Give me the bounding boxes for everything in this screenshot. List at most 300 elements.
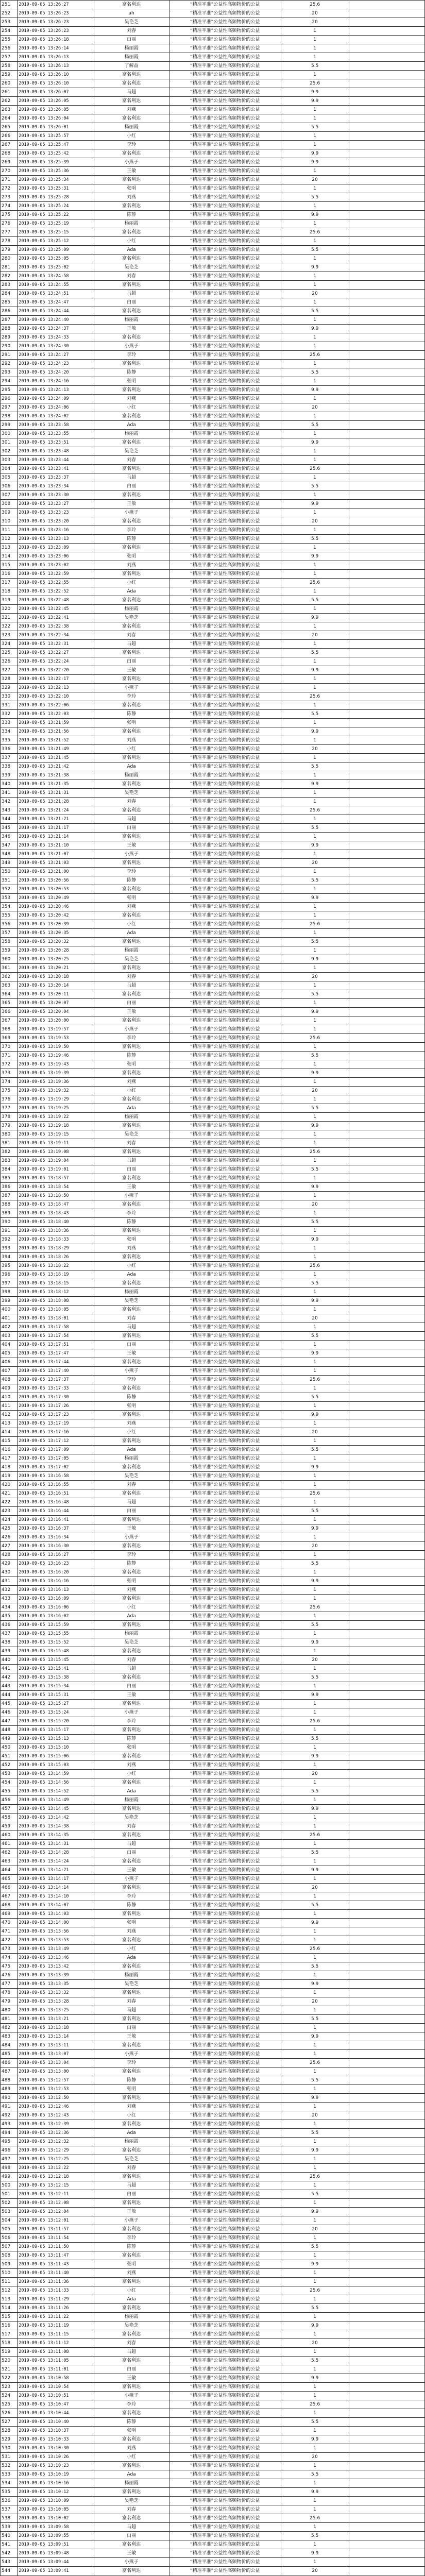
donation-time: 2019-09-05 13:14:52	[18, 1787, 94, 1796]
donor-name: 刘春	[94, 2164, 169, 2173]
donation-amount: 9.9	[281, 1691, 349, 1700]
row-number: 280	[1, 255, 18, 263]
table-row	[1, 2514, 425, 2523]
donation-amount: 1	[281, 2269, 349, 2278]
row-number: 443	[1, 1682, 18, 1691]
table-row	[1, 1428, 425, 1437]
table-row	[1, 2339, 425, 2348]
project-name: “精准平准”公益性高频物价的公益	[169, 1411, 281, 1419]
table-row	[1, 789, 425, 798]
donation-time: 2019-09-05 13:15:45	[18, 1656, 94, 1665]
table-row	[1, 1936, 425, 1945]
project-name: “精准平准”公益性高频物价的公益	[169, 1927, 281, 1936]
donation-time: 2019-09-05 13:25:09	[18, 246, 94, 255]
table-row	[1, 1595, 425, 1603]
project-name: “精准平准”公益性高频物价的公益	[169, 316, 281, 325]
table-row	[1, 1270, 425, 1279]
donor-name: 小红	[94, 132, 169, 141]
donation-time: 2019-09-05 13:26:07	[18, 88, 94, 97]
donor-name: 富名利达	[94, 2251, 169, 2260]
donation-time: 2019-09-05 13:22:20	[18, 666, 94, 675]
donor-name: 小燕子	[94, 509, 169, 517]
donor-name: 富名利达	[94, 412, 169, 421]
donation-amount: 25.6	[281, 1717, 349, 1726]
donor-name: 富名利达	[94, 1647, 169, 1656]
empty-cell	[349, 2225, 424, 2234]
project-name: “精准平准”公益性高频物价的公益	[169, 2094, 281, 2103]
table-row	[1, 438, 425, 447]
table-row	[1, 237, 425, 246]
row-number: 492	[1, 2111, 18, 2120]
project-name: “精准平准”公益性高频物价的公益	[169, 1568, 281, 1577]
project-name: “精准平准”公益性高频物价的公益	[169, 2006, 281, 2015]
donor-name: 刘春	[94, 1481, 169, 1489]
table-row	[1, 841, 425, 850]
empty-cell	[349, 824, 424, 833]
table-row	[1, 964, 425, 973]
donation-time: 2019-09-05 13:16:34	[18, 1533, 94, 1542]
row-number: 330	[1, 692, 18, 701]
donor-name: 富名利达	[94, 255, 169, 263]
donor-name: Ada	[94, 1787, 169, 1796]
donor-name: 刘春	[94, 1139, 169, 1148]
empty-cell	[349, 754, 424, 762]
donation-amount: 1	[281, 946, 349, 955]
donor-name: 富名利达	[94, 2383, 169, 2392]
row-number: 533	[1, 2470, 18, 2479]
donation-time: 2019-09-05 13:25:19	[18, 219, 94, 228]
donation-time: 2019-09-05 13:16:23	[18, 1560, 94, 1568]
row-number: 301	[1, 438, 18, 447]
project-name: “精准平准”公益性高频物价的公益	[169, 1481, 281, 1489]
table-row	[1, 1507, 425, 1516]
donation-amount: 9.9	[281, 325, 349, 333]
table-row	[1, 1454, 425, 1463]
donor-name: 富名利达	[94, 491, 169, 500]
donor-name: 吴艳芝	[94, 1472, 169, 1481]
table-row	[1, 736, 425, 745]
empty-cell	[349, 2339, 424, 2348]
empty-cell	[349, 535, 424, 544]
donation-time: 2019-09-05 13:15:10	[18, 1743, 94, 1752]
donation-amount: 9.9	[281, 2094, 349, 2103]
donation-amount: 1	[281, 184, 349, 193]
row-number: 367	[1, 1016, 18, 1025]
donation-time: 2019-09-05 13:13:46	[18, 1954, 94, 1962]
donation-amount: 20	[281, 1542, 349, 1551]
row-number: 505	[1, 2225, 18, 2234]
empty-cell	[349, 2103, 424, 2111]
donation-time: 2019-09-05 13:24:16	[18, 377, 94, 386]
empty-cell	[349, 2286, 424, 2295]
donation-amount: 1	[281, 719, 349, 727]
empty-cell	[349, 771, 424, 780]
row-number: 375	[1, 1087, 18, 1095]
donor-name: 李玲	[94, 868, 169, 876]
table-row	[1, 2190, 425, 2199]
donation-amount: 1	[281, 657, 349, 666]
table-row	[1, 2286, 425, 2295]
empty-cell	[349, 798, 424, 806]
donation-time: 2019-09-05 13:19:25	[18, 1104, 94, 1113]
row-number: 355	[1, 911, 18, 920]
donation-time: 2019-09-05 13:17:26	[18, 1402, 94, 1411]
donation-time: 2019-09-05 13:14:10	[18, 1892, 94, 1901]
donation-amount: 1	[281, 850, 349, 859]
project-name: “精准平准”公益性高频物价的公益	[169, 2164, 281, 2173]
row-number: 353	[1, 894, 18, 903]
empty-cell	[349, 2348, 424, 2357]
project-name: “精准平准”公益性高频物价的公益	[169, 754, 281, 762]
donation-amount: 5.5	[281, 2418, 349, 2427]
table-row	[1, 1761, 425, 1770]
table-row	[1, 1691, 425, 1700]
empty-cell	[349, 342, 424, 351]
donation-amount: 1	[281, 2365, 349, 2374]
project-name: “精准平准”公益性高频物价的公益	[169, 1122, 281, 1130]
donation-time: 2019-09-05 13:12:53	[18, 2085, 94, 2094]
project-name: “精准平准”公益性高频物价的公益	[169, 18, 281, 27]
empty-cell	[349, 298, 424, 307]
donor-name: 陈静	[94, 211, 169, 219]
row-number: 384	[1, 1165, 18, 1174]
project-name: “精准平准”公益性高频物价的公益	[169, 1901, 281, 1910]
donation-amount: 1	[281, 491, 349, 500]
donation-amount: 9.9	[281, 666, 349, 675]
donation-time: 2019-09-05 13:22:45	[18, 605, 94, 614]
project-name: “精准平准”公益性高频物价的公益	[169, 1971, 281, 1980]
empty-cell	[349, 2400, 424, 2409]
empty-cell	[349, 1174, 424, 1183]
table-row	[1, 955, 425, 964]
donor-name: 刘燕	[94, 1927, 169, 1936]
donation-amount: 9.9	[281, 1805, 349, 1814]
table-row	[1, 167, 425, 176]
project-name: “精准平准”公益性高频物价的公益	[169, 360, 281, 368]
row-number: 453	[1, 1770, 18, 1778]
table-row	[1, 1192, 425, 1200]
project-name: “精准平准”公益性高频物价的公益	[169, 1419, 281, 1428]
row-number: 501	[1, 2190, 18, 2199]
donor-name: 刘燕	[94, 106, 169, 114]
donor-name: 张明	[94, 2427, 169, 2435]
table-row	[1, 1630, 425, 1638]
donation-amount: 1	[281, 1043, 349, 1052]
empty-cell	[349, 2181, 424, 2190]
empty-cell	[349, 1778, 424, 1787]
project-name: “精准平准”公益性高频物价的公益	[169, 1095, 281, 1104]
table-row	[1, 2278, 425, 2286]
donation-time: 2019-09-05 13:14:14	[18, 1884, 94, 1892]
donation-amount: 1	[281, 964, 349, 973]
donation-amount: 5.5	[281, 596, 349, 605]
donation-amount: 1	[281, 736, 349, 745]
project-name: “精准平准”公益性高频物价的公益	[169, 2330, 281, 2339]
empty-cell	[349, 1595, 424, 1603]
donation-amount: 25.6	[281, 465, 349, 473]
empty-cell	[349, 719, 424, 727]
project-name: “精准平准”公益性高频物价的公益	[169, 1814, 281, 1822]
donor-name: 小燕子	[94, 158, 169, 167]
row-number: 403	[1, 1332, 18, 1341]
table-row	[1, 701, 425, 710]
project-name: “精准平准”公益性高频物价的公益	[169, 1761, 281, 1770]
empty-cell	[349, 1700, 424, 1708]
project-name: “精准平准”公益性高频物价的公益	[169, 106, 281, 114]
row-number: 499	[1, 2173, 18, 2181]
project-name: “精准平准”公益性高频物价的公益	[169, 2409, 281, 2418]
project-name: “精准平准”公益性高频物价的公益	[169, 1349, 281, 1358]
empty-cell	[349, 1139, 424, 1148]
row-number: 308	[1, 500, 18, 509]
row-number: 485	[1, 2050, 18, 2059]
donation-amount: 1	[281, 1595, 349, 1603]
row-number: 425	[1, 1524, 18, 1533]
donor-name: 富名利达	[94, 1936, 169, 1945]
row-number: 313	[1, 544, 18, 552]
empty-cell	[349, 990, 424, 999]
donor-name: 王敏	[94, 841, 169, 850]
donor-name: 富名利达	[94, 1122, 169, 1130]
donor-name: 白丽	[94, 1682, 169, 1691]
project-name: “精准平准”公益性高频物价的公益	[169, 1989, 281, 1997]
table-row	[1, 97, 425, 106]
donation-amount: 1	[281, 1095, 349, 1104]
donation-amount: 1	[281, 2409, 349, 2418]
donation-time: 2019-09-05 13:19:36	[18, 1078, 94, 1087]
table-row	[1, 1183, 425, 1192]
donation-time: 2019-09-05 13:12:22	[18, 2164, 94, 2173]
row-number: 407	[1, 1367, 18, 1376]
donor-name: 马超	[94, 1840, 169, 1849]
row-number: 300	[1, 430, 18, 438]
donor-name: 王敏	[94, 500, 169, 509]
donation-time: 2019-09-05 13:26:13	[18, 62, 94, 71]
row-number: 482	[1, 2024, 18, 2032]
donation-time: 2019-09-05 13:22:59	[18, 570, 94, 579]
empty-cell	[349, 1306, 424, 1314]
donation-time: 2019-09-05 13:13:18	[18, 2024, 94, 2032]
project-name: “精准平准”公益性高频物价的公益	[169, 1524, 281, 1533]
row-number: 283	[1, 281, 18, 290]
donor-name: Ada	[94, 1612, 169, 1621]
project-name: “精准平准”公益性高频物价的公益	[169, 2488, 281, 2497]
project-name: “精准平准”公益性高频物价的公益	[169, 1472, 281, 1481]
empty-cell	[349, 1603, 424, 1612]
row-number: 325	[1, 649, 18, 657]
donor-name: 李玲	[94, 351, 169, 360]
table-row	[1, 990, 425, 999]
donor-name: 富名利达	[94, 1595, 169, 1603]
empty-cell	[349, 640, 424, 649]
donation-amount: 1	[281, 1857, 349, 1866]
empty-cell	[349, 2514, 424, 2523]
table-row	[1, 561, 425, 570]
donation-amount: 5.5	[281, 1787, 349, 1796]
donation-time: 2019-09-05 13:13:32	[18, 1989, 94, 1997]
table-row	[1, 1542, 425, 1551]
donation-time: 2019-09-05 13:19:39	[18, 1069, 94, 1078]
row-number: 491	[1, 2103, 18, 2111]
donation-amount: 1	[281, 1472, 349, 1481]
row-number: 350	[1, 868, 18, 876]
project-name: “精准平准”公益性高频物价的公益	[169, 97, 281, 106]
empty-cell	[349, 570, 424, 579]
donation-amount: 5.5	[281, 307, 349, 316]
donation-time: 2019-09-05 13:22:06	[18, 701, 94, 710]
donation-amount: 20	[281, 1884, 349, 1892]
donation-amount: 20	[281, 859, 349, 868]
row-number: 288	[1, 325, 18, 333]
table-row	[1, 9, 425, 18]
donation-time: 2019-09-05 13:10:30	[18, 2444, 94, 2453]
table-row	[1, 141, 425, 149]
donation-time: 2019-09-05 13:12:36	[18, 2129, 94, 2138]
table-row	[1, 2505, 425, 2514]
empty-cell	[349, 1332, 424, 1341]
empty-cell	[349, 500, 424, 509]
donation-amount: 25.6	[281, 1262, 349, 1270]
empty-cell	[349, 2076, 424, 2085]
table-row	[1, 1262, 425, 1270]
empty-cell	[349, 2365, 424, 2374]
row-number: 399	[1, 1297, 18, 1306]
donation-amount: 1	[281, 1989, 349, 1997]
empty-cell	[349, 903, 424, 911]
table-row	[1, 2427, 425, 2435]
row-number: 307	[1, 491, 18, 500]
table-row	[1, 482, 425, 491]
donation-amount: 5.5	[281, 246, 349, 255]
table-row	[1, 1901, 425, 1910]
table-row	[1, 1577, 425, 1586]
donor-name: 富名利达	[94, 885, 169, 894]
project-name: “精准平准”公益性高频物价的公益	[169, 1954, 281, 1962]
row-number: 354	[1, 903, 18, 911]
donor-name: 富名利达	[94, 1542, 169, 1551]
donation-time: 2019-09-05 13:20:56	[18, 876, 94, 885]
donation-amount: 1	[281, 1778, 349, 1787]
donation-time: 2019-09-05 13:16:55	[18, 1481, 94, 1489]
donation-amount: 9.9	[281, 2260, 349, 2269]
donation-amount: 5.5	[281, 2357, 349, 2365]
table-row	[1, 587, 425, 596]
table-row	[1, 106, 425, 114]
row-number: 319	[1, 596, 18, 605]
empty-cell	[349, 71, 424, 79]
donor-name: 杨丽霞	[94, 1288, 169, 1297]
row-number: 503	[1, 2208, 18, 2216]
row-number: 271	[1, 176, 18, 184]
row-number: 447	[1, 1717, 18, 1726]
project-name: “精准平准”公益性高频物价的公益	[169, 2418, 281, 2427]
empty-cell	[349, 1095, 424, 1104]
donation-amount: 9.9	[281, 263, 349, 272]
project-name: “精准平准”公益性高频物价的公益	[169, 771, 281, 780]
donation-time: 2019-09-05 13:14:03	[18, 1910, 94, 1919]
table-row	[1, 2348, 425, 2357]
row-number: 274	[1, 202, 18, 211]
table-row	[1, 2129, 425, 2138]
empty-cell	[349, 53, 424, 62]
empty-cell	[349, 596, 424, 605]
donor-name: 陈静	[94, 1393, 169, 1402]
donation-amount: 5.5	[281, 1507, 349, 1516]
row-number: 504	[1, 2216, 18, 2225]
donation-amount: 1	[281, 815, 349, 824]
donation-time: 2019-09-05 13:12:57	[18, 2076, 94, 2085]
donation-amount: 20	[281, 631, 349, 640]
donation-time: 2019-09-05 13:19:15	[18, 1130, 94, 1139]
donation-time: 2019-09-05 13:13:14	[18, 2032, 94, 2041]
project-name: “精准平准”公益性高频物价的公益	[169, 114, 281, 123]
donation-time: 2019-09-05 13:13:21	[18, 2015, 94, 2024]
row-number: 361	[1, 964, 18, 973]
empty-cell	[349, 1866, 424, 1875]
donation-time: 2019-09-05 13:17:05	[18, 1454, 94, 1463]
table-row	[1, 1612, 425, 1621]
donation-time: 2019-09-05 13:24:02	[18, 412, 94, 421]
row-number: 530	[1, 2444, 18, 2453]
project-name: “精准平准”公益性高频物价的公益	[169, 2444, 281, 2453]
row-number: 544	[1, 2567, 18, 2575]
donation-time: 2019-09-05 13:25:39	[18, 158, 94, 167]
donation-amount: 1	[281, 316, 349, 325]
empty-cell	[349, 141, 424, 149]
table-row	[1, 1367, 425, 1376]
donation-amount: 1	[281, 561, 349, 570]
donation-time: 2019-09-05 13:13:39	[18, 1971, 94, 1980]
empty-cell	[349, 9, 424, 18]
empty-cell	[349, 421, 424, 430]
donation-time: 2019-09-05 13:20:21	[18, 964, 94, 973]
project-name: “精准平准”公益性高频物价的公益	[169, 622, 281, 631]
donation-amount: 25.6	[281, 1489, 349, 1498]
empty-cell	[349, 622, 424, 631]
donation-amount: 25.6	[281, 1, 349, 9]
donation-amount: 9.9	[281, 149, 349, 158]
project-name: “精准平准”公益性高频物价的公益	[169, 1857, 281, 1866]
table-row	[1, 132, 425, 141]
donor-name: 小燕子	[94, 1875, 169, 1884]
donation-amount: 1	[281, 1875, 349, 1884]
empty-cell	[349, 2321, 424, 2330]
empty-cell	[349, 1630, 424, 1638]
table-row	[1, 1043, 425, 1052]
donation-time: 2019-09-05 13:10:09	[18, 2497, 94, 2505]
donor-name: 吴艳芝	[94, 1130, 169, 1139]
empty-cell	[349, 1796, 424, 1805]
empty-cell	[349, 946, 424, 955]
row-number: 534	[1, 2479, 18, 2488]
table-row	[1, 517, 425, 526]
row-number: 381	[1, 1139, 18, 1148]
donor-name: 王敏	[94, 666, 169, 675]
donor-name: 富名利达	[94, 2225, 169, 2234]
row-number: 344	[1, 815, 18, 824]
empty-cell	[349, 1227, 424, 1235]
row-number: 448	[1, 1726, 18, 1735]
empty-cell	[349, 482, 424, 491]
empty-cell	[349, 1411, 424, 1419]
donor-name: 刘燕	[94, 395, 169, 403]
project-name: “精准平准”公益性高频物价的公益	[169, 2173, 281, 2181]
donation-amount: 1	[281, 911, 349, 920]
donor-name: 富名利达	[94, 1910, 169, 1919]
table-row	[1, 1052, 425, 1060]
table-row	[1, 211, 425, 219]
row-number: 433	[1, 1595, 18, 1603]
